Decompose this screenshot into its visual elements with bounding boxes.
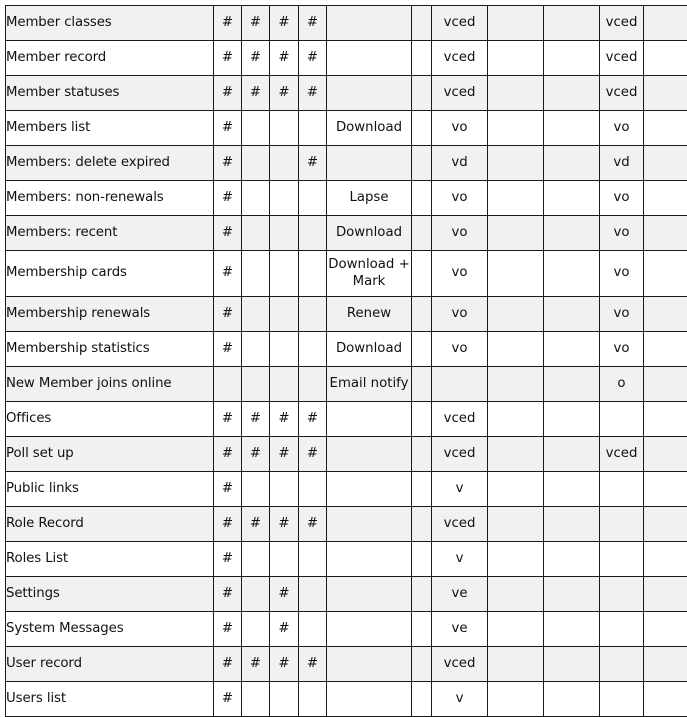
access-code-cell-b2 (544, 647, 600, 682)
permission-flag-cell-3 (270, 367, 299, 402)
access-code-cell-primary: vced (432, 402, 488, 437)
access-code-cell-b2 (544, 297, 600, 332)
permission-flag-cell-3 (270, 297, 299, 332)
permission-flag-cell-4 (299, 181, 327, 216)
action-cell (327, 402, 412, 437)
spacer-cell (412, 181, 432, 216)
access-code-cell-secondary: vo (600, 332, 644, 367)
permission-flag-cell-1: # (214, 507, 242, 542)
permission-flag-cell-2: # (242, 402, 270, 437)
feature-name-cell: Membership renewals (6, 297, 214, 332)
table-body (6, 6, 687, 717)
access-code-cell-b1 (488, 367, 544, 402)
access-code-cell-b3 (644, 647, 687, 682)
access-code-cell-b2 (544, 437, 600, 472)
action-cell (327, 542, 412, 577)
permission-flag-cell-2 (242, 472, 270, 507)
permission-flag-cell-4 (299, 111, 327, 146)
feature-name-cell: Members: recent (6, 216, 214, 251)
access-code-cell-primary: ve (432, 577, 488, 612)
access-code-cell-b2 (544, 216, 600, 251)
access-code-cell-primary: vd (432, 146, 488, 181)
table-row (6, 146, 687, 181)
permission-flag-cell-3: # (270, 437, 299, 472)
access-code-cell-b2 (544, 472, 600, 507)
access-code-cell-b1 (488, 472, 544, 507)
access-code-cell-b3 (644, 6, 687, 41)
action-cell (327, 41, 412, 76)
action-cell: Lapse (327, 181, 412, 216)
feature-name-cell: Users list (6, 682, 214, 717)
permission-flag-cell-4 (299, 251, 327, 297)
permission-flag-cell-2: # (242, 507, 270, 542)
permission-flag-cell-3 (270, 472, 299, 507)
access-code-cell-b2 (544, 682, 600, 717)
table-row (6, 437, 687, 472)
access-code-cell-secondary: vced (600, 437, 644, 472)
spacer-cell (412, 332, 432, 367)
spacer-cell (412, 542, 432, 577)
feature-name-cell: Members: delete expired (6, 146, 214, 181)
table-row (6, 6, 687, 41)
permission-flag-cell-2: # (242, 6, 270, 41)
spacer-cell (412, 647, 432, 682)
spacer-cell (412, 612, 432, 647)
spacer-cell (412, 216, 432, 251)
permission-flag-cell-4: # (299, 402, 327, 437)
access-code-cell-b3 (644, 437, 687, 472)
spacer-cell (412, 472, 432, 507)
spacer-cell (412, 6, 432, 41)
action-cell-line: Download + (327, 257, 411, 273)
permission-flag-cell-3: # (270, 577, 299, 612)
action-cell (327, 76, 412, 111)
access-code-cell-b3 (644, 181, 687, 216)
access-code-cell-b1 (488, 41, 544, 76)
access-code-cell-secondary: vo (600, 111, 644, 146)
access-code-cell-secondary: vo (600, 251, 644, 297)
table-row (6, 542, 687, 577)
feature-name-cell: New Member joins online (6, 367, 214, 402)
spacer-cell (412, 251, 432, 297)
spacer-cell (412, 682, 432, 717)
permission-flag-cell-4 (299, 612, 327, 647)
permission-flag-cell-1: # (214, 146, 242, 181)
access-code-cell-b2 (544, 507, 600, 542)
access-code-cell-b2 (544, 332, 600, 367)
feature-name-cell: System Messages (6, 612, 214, 647)
feature-name-cell: Member classes (6, 6, 214, 41)
feature-name-cell: Role Record (6, 507, 214, 542)
permission-flag-cell-3 (270, 216, 299, 251)
access-code-cell-primary: v (432, 472, 488, 507)
permission-flag-cell-3 (270, 251, 299, 297)
access-code-cell-b3 (644, 146, 687, 181)
permission-flag-cell-4: # (299, 146, 327, 181)
table-row (6, 76, 687, 111)
table-row (6, 41, 687, 76)
access-code-cell-secondary (600, 577, 644, 612)
permission-flag-cell-1: # (214, 437, 242, 472)
action-cell (327, 146, 412, 181)
permission-flag-cell-2 (242, 577, 270, 612)
permission-flag-cell-4 (299, 367, 327, 402)
permission-flag-cell-1: # (214, 111, 242, 146)
permission-flag-cell-2 (242, 111, 270, 146)
access-code-cell-b1 (488, 402, 544, 437)
permission-flag-cell-2 (242, 682, 270, 717)
access-code-cell-b1 (488, 251, 544, 297)
spacer-cell (412, 402, 432, 437)
permission-flag-cell-4 (299, 297, 327, 332)
access-code-cell-b2 (544, 402, 600, 437)
permission-flag-cell-1: # (214, 6, 242, 41)
permission-flag-cell-4 (299, 682, 327, 717)
access-code-cell-b3 (644, 367, 687, 402)
permission-flag-cell-1: # (214, 181, 242, 216)
access-code-cell-secondary (600, 507, 644, 542)
feature-name-cell: Membership cards (6, 251, 214, 297)
access-code-cell-primary: vo (432, 332, 488, 367)
access-code-cell-b3 (644, 297, 687, 332)
feature-permissions-table (5, 5, 687, 717)
permission-flag-cell-3 (270, 111, 299, 146)
action-cell (327, 507, 412, 542)
feature-name-cell: Members: non-renewals (6, 181, 214, 216)
table-row (6, 472, 687, 507)
access-code-cell-b1 (488, 647, 544, 682)
permission-flag-cell-4: # (299, 507, 327, 542)
access-code-cell-secondary: vd (600, 146, 644, 181)
permission-flag-cell-4: # (299, 76, 327, 111)
access-code-cell-b1 (488, 612, 544, 647)
permission-flag-cell-4: # (299, 6, 327, 41)
access-code-cell-b1 (488, 542, 544, 577)
permission-flag-cell-2 (242, 612, 270, 647)
table-row (6, 111, 687, 146)
permission-flag-cell-1: # (214, 332, 242, 367)
permission-flag-cell-4: # (299, 41, 327, 76)
access-code-cell-b3 (644, 76, 687, 111)
access-code-cell-secondary: vced (600, 41, 644, 76)
permission-flag-cell-3: # (270, 507, 299, 542)
feature-name-cell: Member statuses (6, 76, 214, 111)
permission-flag-cell-4 (299, 332, 327, 367)
feature-name-cell: Member record (6, 41, 214, 76)
permission-flag-cell-2 (242, 542, 270, 577)
permission-flag-cell-2: # (242, 437, 270, 472)
permission-flag-cell-3 (270, 332, 299, 367)
access-code-cell-primary (432, 367, 488, 402)
access-code-cell-b2 (544, 542, 600, 577)
access-code-cell-secondary: vo (600, 181, 644, 216)
permission-flag-cell-3: # (270, 647, 299, 682)
action-cell (327, 612, 412, 647)
permission-flag-cell-2 (242, 297, 270, 332)
permission-flag-cell-3: # (270, 612, 299, 647)
access-code-cell-b1 (488, 577, 544, 612)
spacer-cell (412, 76, 432, 111)
access-code-cell-b2 (544, 76, 600, 111)
access-code-cell-b3 (644, 402, 687, 437)
access-code-cell-primary: vo (432, 251, 488, 297)
access-code-cell-b1 (488, 76, 544, 111)
permission-flag-cell-4 (299, 542, 327, 577)
access-code-cell-b3 (644, 542, 687, 577)
permission-flag-cell-2: # (242, 76, 270, 111)
table-row (6, 402, 687, 437)
spacer-cell (412, 367, 432, 402)
table-row (6, 181, 687, 216)
action-cell: Renew (327, 297, 412, 332)
access-code-cell-b1 (488, 6, 544, 41)
permission-flag-cell-1: # (214, 216, 242, 251)
permission-flag-cell-4 (299, 472, 327, 507)
access-code-cell-b3 (644, 612, 687, 647)
access-code-cell-secondary (600, 647, 644, 682)
spacer-cell (412, 437, 432, 472)
permission-flag-cell-4: # (299, 647, 327, 682)
access-code-cell-b1 (488, 682, 544, 717)
permission-flag-cell-2 (242, 251, 270, 297)
permission-flag-cell-3: # (270, 6, 299, 41)
access-code-cell-primary: vo (432, 297, 488, 332)
access-code-cell-secondary (600, 682, 644, 717)
table-row (6, 297, 687, 332)
access-code-cell-secondary (600, 402, 644, 437)
access-code-cell-b3 (644, 111, 687, 146)
action-cell (327, 251, 412, 297)
access-code-cell-b1 (488, 181, 544, 216)
access-code-cell-b3 (644, 472, 687, 507)
permission-flag-cell-3 (270, 146, 299, 181)
access-code-cell-primary: vced (432, 76, 488, 111)
feature-name-cell: Poll set up (6, 437, 214, 472)
permission-flag-cell-3 (270, 542, 299, 577)
table-row (6, 507, 687, 542)
feature-name-cell: Offices (6, 402, 214, 437)
spacer-cell (412, 297, 432, 332)
access-code-cell-b3 (644, 41, 687, 76)
access-code-cell-primary: v (432, 682, 488, 717)
action-cell-line: Mark (327, 274, 411, 290)
access-code-cell-b1 (488, 297, 544, 332)
permission-flag-cell-2 (242, 332, 270, 367)
permission-flag-cell-1: # (214, 472, 242, 507)
access-code-cell-b2 (544, 612, 600, 647)
access-code-cell-primary: ve (432, 612, 488, 647)
spacer-cell (412, 577, 432, 612)
permission-flag-cell-2 (242, 146, 270, 181)
access-code-cell-secondary: vo (600, 297, 644, 332)
permission-flag-cell-1: # (214, 76, 242, 111)
action-cell (327, 577, 412, 612)
table-row (6, 332, 687, 367)
permission-flag-cell-2 (242, 367, 270, 402)
access-code-cell-b3 (644, 577, 687, 612)
permission-flag-cell-1: # (214, 577, 242, 612)
permission-flag-cell-1: # (214, 542, 242, 577)
permission-flag-cell-1 (214, 367, 242, 402)
action-cell (327, 472, 412, 507)
permission-flag-cell-3 (270, 181, 299, 216)
permission-flag-cell-4: # (299, 437, 327, 472)
access-code-cell-b2 (544, 146, 600, 181)
permission-flag-cell-1: # (214, 612, 242, 647)
access-code-cell-secondary (600, 542, 644, 577)
table-row (6, 577, 687, 612)
access-code-cell-primary: vced (432, 437, 488, 472)
permission-flag-cell-3: # (270, 402, 299, 437)
permission-flag-cell-2 (242, 181, 270, 216)
permission-flag-cell-3: # (270, 76, 299, 111)
access-code-cell-b1 (488, 507, 544, 542)
access-code-cell-primary: v (432, 542, 488, 577)
table-row (6, 367, 687, 402)
permission-flag-cell-4 (299, 577, 327, 612)
permission-flag-cell-3: # (270, 41, 299, 76)
access-code-cell-primary: vced (432, 41, 488, 76)
access-code-cell-b2 (544, 111, 600, 146)
access-code-cell-primary: vced (432, 6, 488, 41)
permission-flag-cell-3 (270, 682, 299, 717)
spacer-cell (412, 111, 432, 146)
access-code-cell-primary: vced (432, 647, 488, 682)
table-row (6, 216, 687, 251)
feature-name-cell: Roles List (6, 542, 214, 577)
action-cell (327, 6, 412, 41)
access-code-cell-b1 (488, 216, 544, 251)
access-code-cell-b2 (544, 367, 600, 402)
permission-flag-cell-2 (242, 216, 270, 251)
action-cell (327, 437, 412, 472)
access-code-cell-b2 (544, 251, 600, 297)
feature-name-cell: Settings (6, 577, 214, 612)
spacer-cell (412, 146, 432, 181)
access-code-cell-primary: vo (432, 216, 488, 251)
access-code-cell-b2 (544, 577, 600, 612)
action-cell (327, 682, 412, 717)
access-code-cell-b1 (488, 111, 544, 146)
access-code-cell-secondary (600, 612, 644, 647)
access-code-cell-primary: vced (432, 507, 488, 542)
permission-flag-cell-1: # (214, 41, 242, 76)
access-code-cell-b1 (488, 437, 544, 472)
access-code-cell-primary: vo (432, 111, 488, 146)
action-cell: Download (327, 332, 412, 367)
access-code-cell-b3 (644, 682, 687, 717)
permission-flag-cell-4 (299, 216, 327, 251)
access-code-cell-primary: vo (432, 181, 488, 216)
access-code-cell-b3 (644, 507, 687, 542)
permission-flag-cell-2: # (242, 41, 270, 76)
action-cell: Email notify (327, 367, 412, 402)
access-code-cell-secondary (600, 472, 644, 507)
access-code-cell-b1 (488, 332, 544, 367)
spacer-cell (412, 507, 432, 542)
permissions-table-container (5, 5, 682, 717)
permission-flag-cell-1: # (214, 402, 242, 437)
permission-flag-cell-2: # (242, 647, 270, 682)
access-code-cell-b1 (488, 146, 544, 181)
access-code-cell-b3 (644, 251, 687, 297)
access-code-cell-b2 (544, 41, 600, 76)
access-code-cell-secondary: vced (600, 76, 644, 111)
feature-name-cell: User record (6, 647, 214, 682)
table-row (6, 647, 687, 682)
permission-flag-cell-1: # (214, 297, 242, 332)
action-cell: Download (327, 216, 412, 251)
table-row (6, 682, 687, 717)
action-cell: Download (327, 111, 412, 146)
feature-name-cell: Membership statistics (6, 332, 214, 367)
access-code-cell-b3 (644, 332, 687, 367)
access-code-cell-secondary: o (600, 367, 644, 402)
access-code-cell-secondary: vo (600, 216, 644, 251)
access-code-cell-b2 (544, 6, 600, 41)
access-code-cell-b2 (544, 181, 600, 216)
access-code-cell-b3 (644, 216, 687, 251)
access-code-cell-secondary: vced (600, 6, 644, 41)
permission-flag-cell-1: # (214, 647, 242, 682)
table-row (6, 251, 687, 297)
action-cell (327, 647, 412, 682)
table-row (6, 612, 687, 647)
feature-name-cell: Members list (6, 111, 214, 146)
feature-name-cell: Public links (6, 472, 214, 507)
permission-flag-cell-1: # (214, 682, 242, 717)
permission-flag-cell-1: # (214, 251, 242, 297)
spacer-cell (412, 41, 432, 76)
